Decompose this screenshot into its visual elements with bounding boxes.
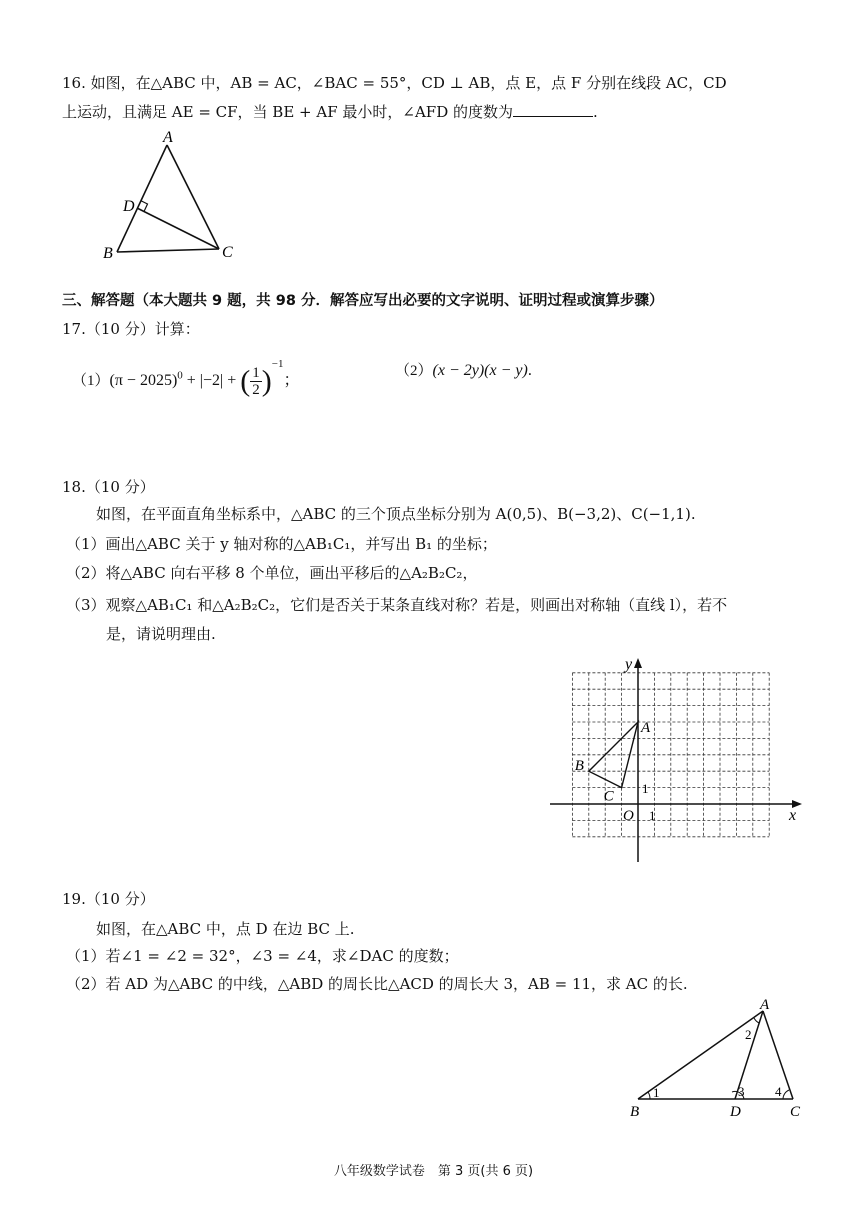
- angle-4-label: 4: [775, 1084, 782, 1099]
- x-tick-label: 1: [649, 808, 656, 823]
- angle-1-label: 1: [653, 1085, 660, 1100]
- q17-part1-expr-a: (π − 2025): [109, 372, 178, 389]
- q18-header: 18.（10 分）: [62, 478, 155, 496]
- q16-label-a: A: [163, 129, 173, 146]
- coordinate-grid: [545, 650, 810, 865]
- q17-part1-exp0: 0: [177, 369, 183, 382]
- q19-label-a: A: [760, 997, 770, 1013]
- q17-part1-end: ；: [283, 372, 300, 389]
- x-axis-label: x: [789, 807, 797, 824]
- q16-line2-end: .: [593, 103, 598, 121]
- q19-label-b: B: [630, 1104, 640, 1120]
- q17-part2-expr: (x − 2y)(x − y): [432, 362, 528, 379]
- q16-line1: 16. 如图，在△ABC 中，AB = AC，∠BAC = 55°，CD ⊥ AB，点 E，点 F 分别在线段 AC，CD: [62, 74, 727, 92]
- q17-part2-label: （2）: [395, 363, 433, 379]
- q16-label-d: D: [123, 198, 135, 215]
- q16-label-c: C: [222, 244, 233, 261]
- y-axis-arrow: [634, 658, 642, 668]
- q18-sub3-line2: 是，请说明理由.: [106, 625, 216, 643]
- angle-4-arc: [783, 1090, 789, 1099]
- q17-header: 17.（10 分）计算：: [62, 320, 200, 338]
- page-footer: 八年级数学试卷 第 3 页(共 6 页): [333, 1164, 534, 1179]
- q17-frac-denominator: 2: [252, 381, 260, 398]
- q18-intro: 如图，在平面直角坐标系中，△ABC 的三个顶点坐标分别为 A(0,5)、B(−3,2)、C(−1,1).: [96, 505, 696, 523]
- q16-line-bc: [117, 249, 219, 252]
- angle-2-arc: [754, 1018, 759, 1023]
- answer-blank: [513, 102, 593, 117]
- q16-line-cd: [137, 208, 219, 249]
- origin-label: O: [623, 808, 634, 824]
- q17-part1-expr-b: + |−2| +: [182, 372, 241, 389]
- point-c-label: C: [603, 788, 614, 805]
- angle-2-label: 2: [745, 1027, 752, 1042]
- grid-lines: [572, 673, 769, 837]
- y-axis-label: y: [625, 656, 633, 673]
- point-b-label: B: [574, 758, 584, 775]
- q17-part1: $(1)(\pi - 2025)^0 + |-2|$ + ( $\frac{1}{2}$ )$^{-1}$；: [72, 358, 300, 398]
- q19-sub1: （1）若∠1 = ∠2 = 32°，∠3 = ∠4，求∠DAC 的度数；: [66, 947, 459, 965]
- q19-sub2: （2）若 AD 为△ABC 的中线，△ABD 的周长比△ACD 的周长大 3，AB = 11，求 AC 的长.: [66, 975, 688, 993]
- q17-part1-label: （1）: [72, 373, 110, 389]
- q19-intro: 如图，在△ABC 中，点 D 在边 BC 上.: [96, 920, 355, 938]
- q16-figure: [95, 125, 255, 265]
- q16-line-ac: [167, 145, 219, 249]
- q17-part1-exp1: −1: [271, 358, 284, 370]
- q17-part2-end: .: [527, 362, 532, 379]
- q16-line2: [62, 101, 598, 123]
- angle-1-arc: [648, 1092, 650, 1099]
- q18-sub3-line1: （3）观察△AB₁C₁ 和△A₂B₂C₂，它们是否关于某条直线对称？若是，则画出对称轴（直线 l），若不: [66, 596, 728, 614]
- q19-figure: [620, 995, 815, 1120]
- q18-sub2: （2）将△ABC 向右平移 8 个单位，画出平移后的△A₂B₂C₂，: [66, 564, 478, 582]
- q16-line2-text: 上运动，且满足 AE = CF，当 BE + AF 最小时，∠AFD 的度数为: [62, 103, 513, 121]
- q16-label-b: B: [103, 245, 113, 262]
- q19-label-d: D: [730, 1104, 741, 1120]
- q17-frac-numerator: 1: [252, 364, 260, 381]
- q19-label-c: C: [790, 1104, 801, 1120]
- y-tick-label: 1: [642, 781, 649, 796]
- q17-part2: [395, 359, 532, 380]
- point-a-label: A: [641, 720, 651, 736]
- section-heading: 三、解答题（本大题共 9 题，共 98 分．解答应写出必要的文字说明、证明过程或演算步骤）: [62, 293, 664, 309]
- q18-sub1: （1）画出△ABC 关于 y 轴对称的△AB₁C₁，并写出 B₁ 的坐标；: [66, 535, 497, 553]
- q19-header: 19.（10 分）: [62, 890, 155, 908]
- angle-3-label: 3: [738, 1084, 745, 1099]
